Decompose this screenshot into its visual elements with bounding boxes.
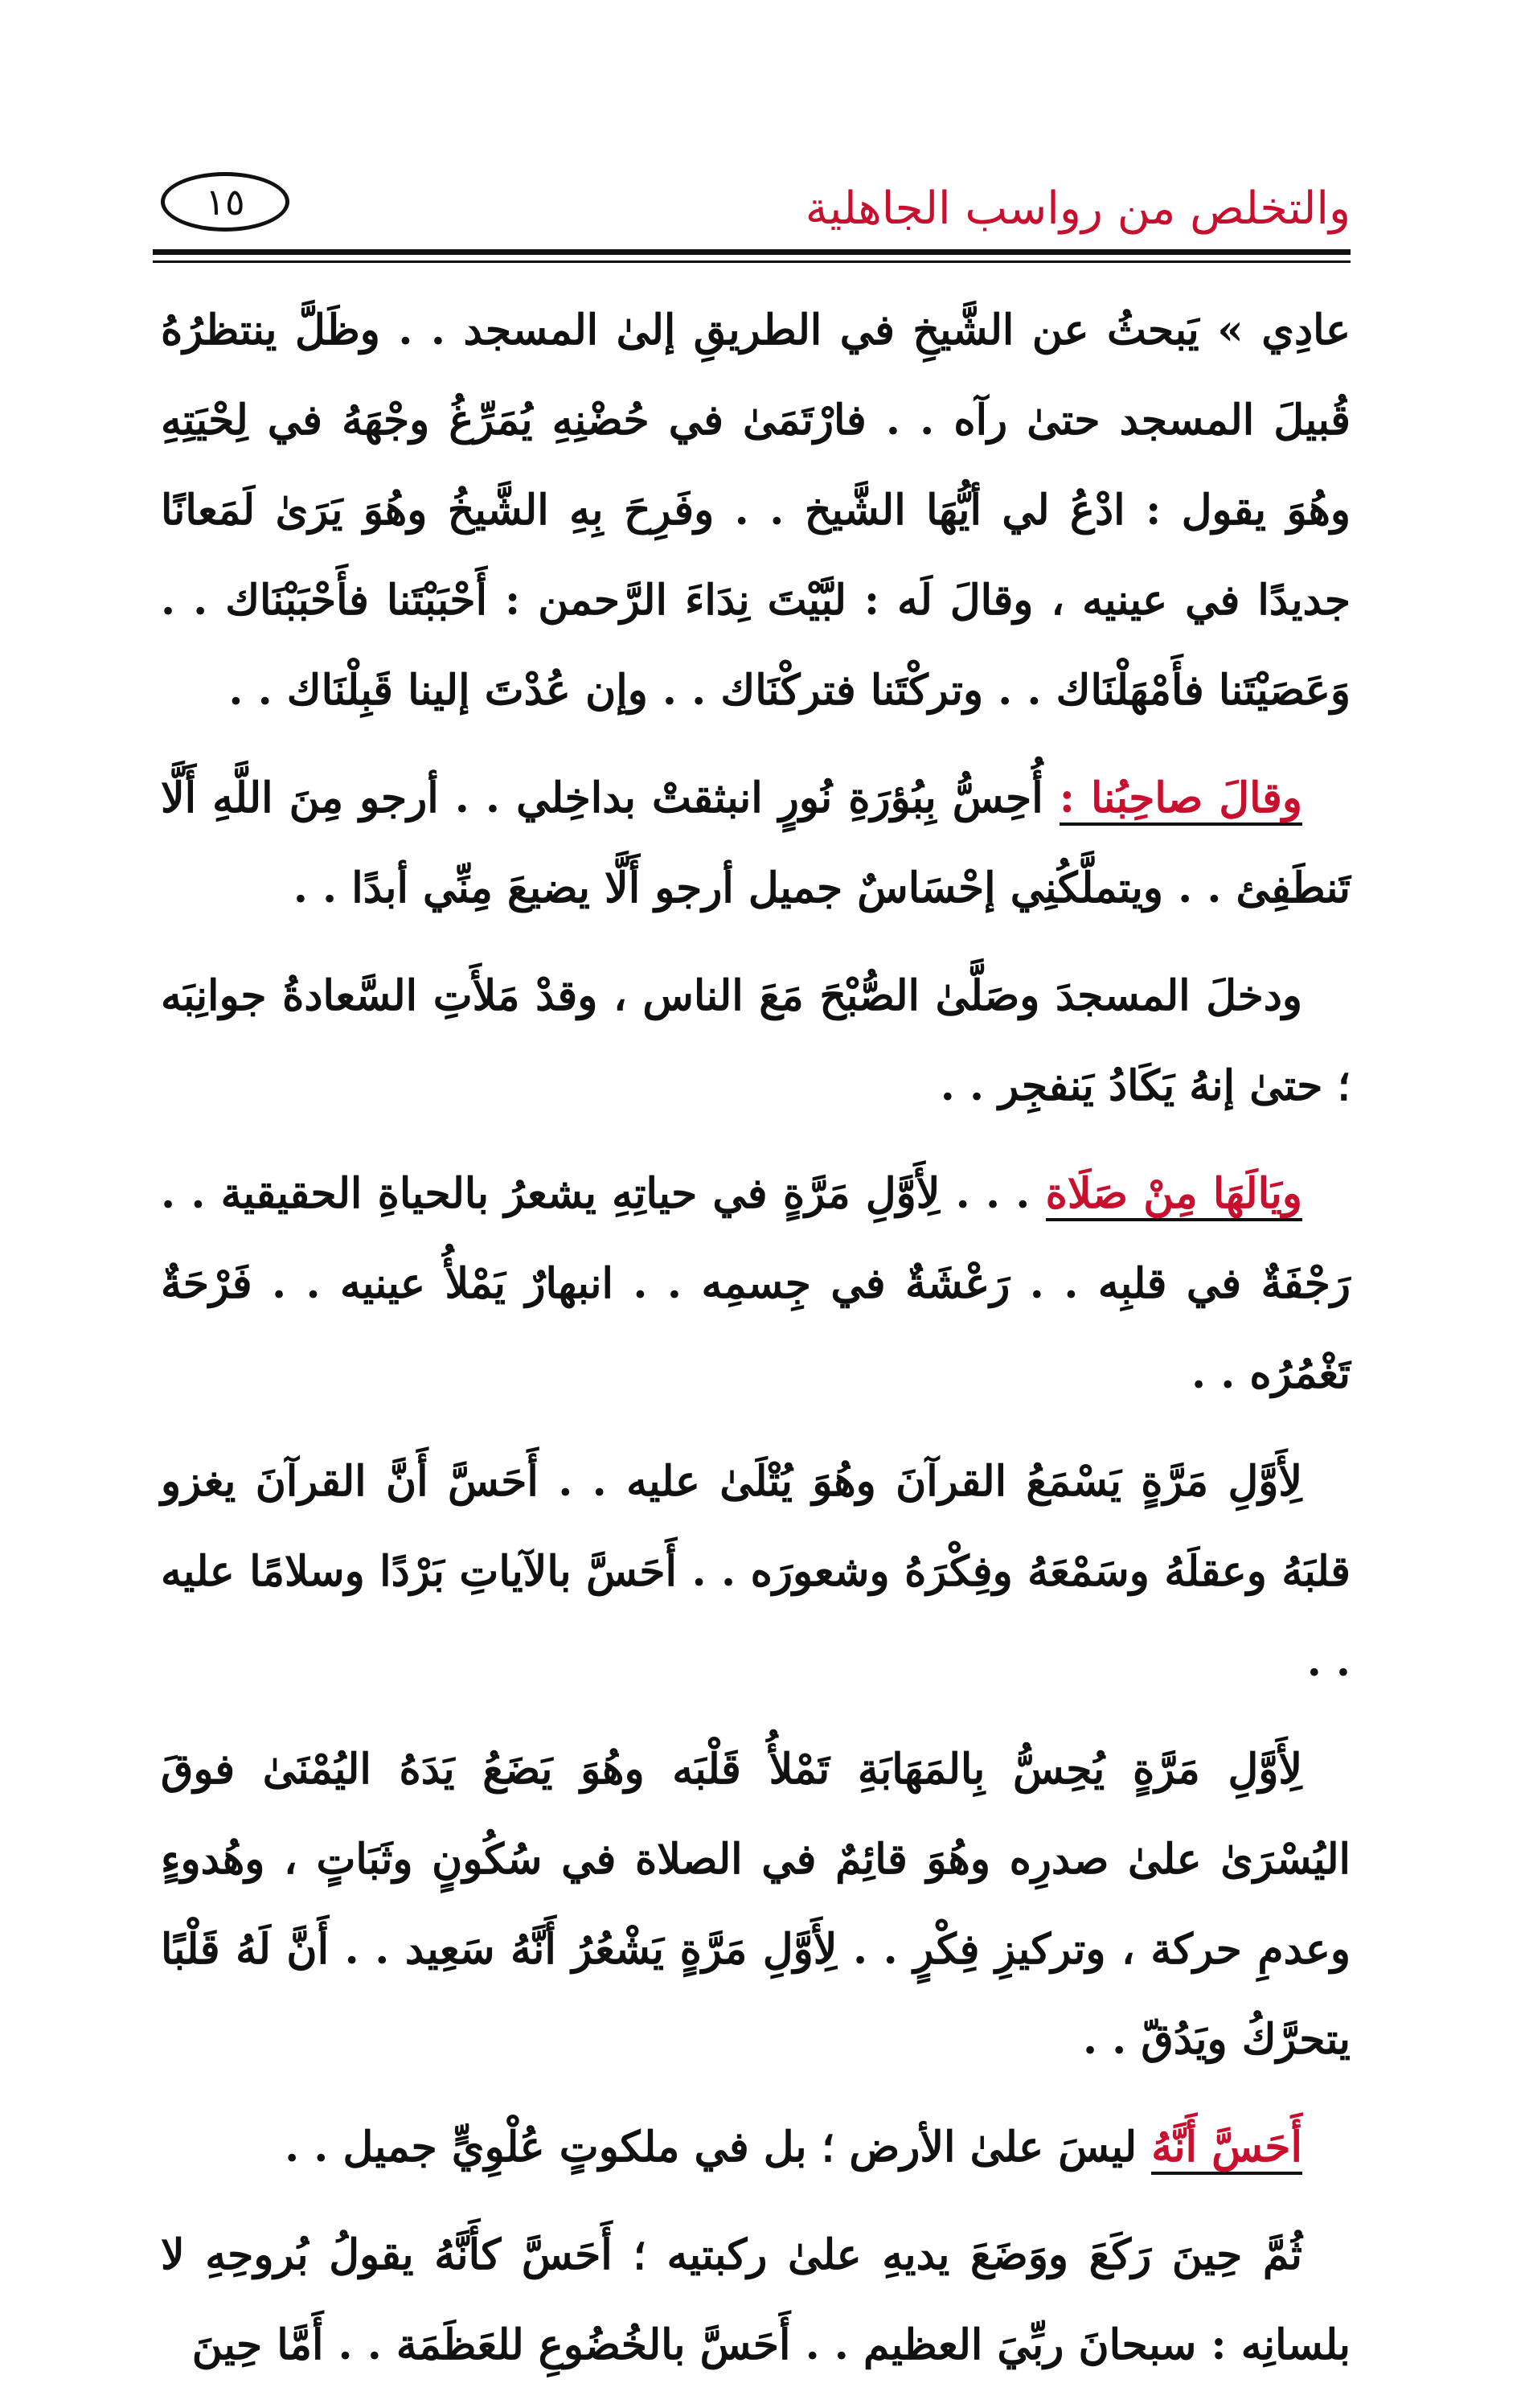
paragraph-5 (161, 1437, 1351, 1707)
paragraph-8 (161, 2210, 1351, 2390)
highlighted-phrase: أَحَسَّ أَنَّهُ (1151, 2123, 1302, 2175)
paragraph-text: لِأَوَّلِ مَرَّةٍ يَسْمَعُ القرآنَ وهُوَ يُتْلَىٰ عليه . . أَحَسَّ أَنَّ القرآنَ يغزو قلبَهُ وعقلَهُ وسَمْعَهُ وفِكْرَهُ وشعورَه . . أَحَسَّ بالآياتِ بَرْدًا وسلامًا عليه . . (161, 1457, 1351, 1686)
paragraph-3 (161, 951, 1351, 1131)
page-header (153, 161, 1351, 249)
paragraph-text: ودخلَ المسجدَ وصَلَّىٰ الصُّبْحَ مَعَ الناس ، وقدْ مَلأَتِ السَّعادةُ جوانِبَه ؛ حتىٰ إنهُ يَكَادُ يَنفجِر . . (161, 971, 1351, 1110)
body-text (161, 285, 1351, 2408)
header-rule-thin (153, 260, 1351, 263)
paragraph-7 (161, 2102, 1351, 2193)
paragraph-1 (161, 285, 1351, 736)
paragraph-text: ثُمَّ حِينَ رَكَعَ ووَضَعَ يديهِ علىٰ ركبتيه ؛ أَحَسَّ كأَنَّهُ يقولُ بُروحِهِ لا بلسانِه : سبحانَ ربِّيَ العظيم . . أَحَسَّ بالخُضُوعِ للعَظَمَة . . أَمَّا حِينَ (161, 2230, 1351, 2369)
paragraph-text: أُحِسُّ بِبُؤرَةِ نُورٍ انبثقتْ بداخِلي . . أرجو مِنَ اللَّهِ أَلَّا تَنطَفِئ . . ويتملَّكُنِي إحْسَاسٌ جميل أرجو أَلَّا يضيعَ مِنِّي أبدًا . . (161, 773, 1351, 913)
running-title: والتخلص من رواسب الجاهلية (805, 183, 1351, 235)
header-rule-thick (153, 249, 1351, 255)
paragraph-text: لِأَوَّلِ مَرَّةٍ يُحِسُّ بِالمَهَابَةِ تَمْلأُ قَلْبَه وهُوَ يَضَعُ يَدَهُ اليُمْنَىٰ فوقَ اليُسْرَىٰ علىٰ صدرِه وهُوَ قائِمٌ في الصلاة في سُكُونٍ وثَبَاتٍ ، وهُدوءٍ وعدمِ حركة ، وتركيزِ فِكْرٍ . . لِأَوَّلِ مَرَّةٍ يَشْعُرُ أَنَّهُ سَعِيد . . أَنَّ لَهُ قَلْبًا يتحرَّكُ ويَدُقّ . . (161, 1745, 1351, 2064)
page-number: ١٥ (161, 172, 289, 232)
paragraph-text: . . . لِأَوَّلِ مَرَّةٍ في حياتِهِ يشعرُ بالحياةِ الحقيقية . . رَجْفَةٌ في قلبِه . . رَعْشَةٌ في جِسمِه . . انبهارٌ يَمْلأُ عينيه . . فَرْحَةٌ تَغْمُرُه . . (161, 1169, 1351, 1398)
paragraph-4 (161, 1149, 1351, 1419)
paragraph-6 (161, 1725, 1351, 2085)
paragraph-text: عادِي » يَبحثُ عن الشَّيخِ في الطريقِ إلىٰ المسجد . . وظَلَّ ينتظرُهُ قُبيلَ المسجد حتىٰ رآه . . فارْتَمَىٰ في حُضْنِهِ يُمَرِّغُ وجْهَهُ في لِحْيَتِهِ وهُوَ يقول : ادْعُ لي أيُّهَا الشَّيخ . . وفَرِحَ بِهِ الشَّيخُ وهُوَ يَرَىٰ لَمَعانًا جديدًا في عينيه ، وقالَ لَه : لبَّيْتَ نِدَاءَ الرَّحمن : أَحْبَبْتَنا فأَحْبَبْنَاك . . وَعَصَيْتَنا فأَمْهَلْنَاك . . وتركْتَنا فتركْنَاك . . وإن عُدْتَ إلينا قَبِلْنَاك . . (161, 306, 1351, 715)
paragraph-2 (161, 753, 1351, 933)
highlighted-phrase: وقالَ صاحِبُنا : (1060, 773, 1302, 826)
paragraph-text: ليسَ علىٰ الأرض ؛ بل في ملكوتٍ عُلْوِيٍّ جميل . . (285, 2123, 1152, 2172)
highlighted-phrase: ويَالَهَا مِنْ صَلَاة (1046, 1169, 1302, 1221)
